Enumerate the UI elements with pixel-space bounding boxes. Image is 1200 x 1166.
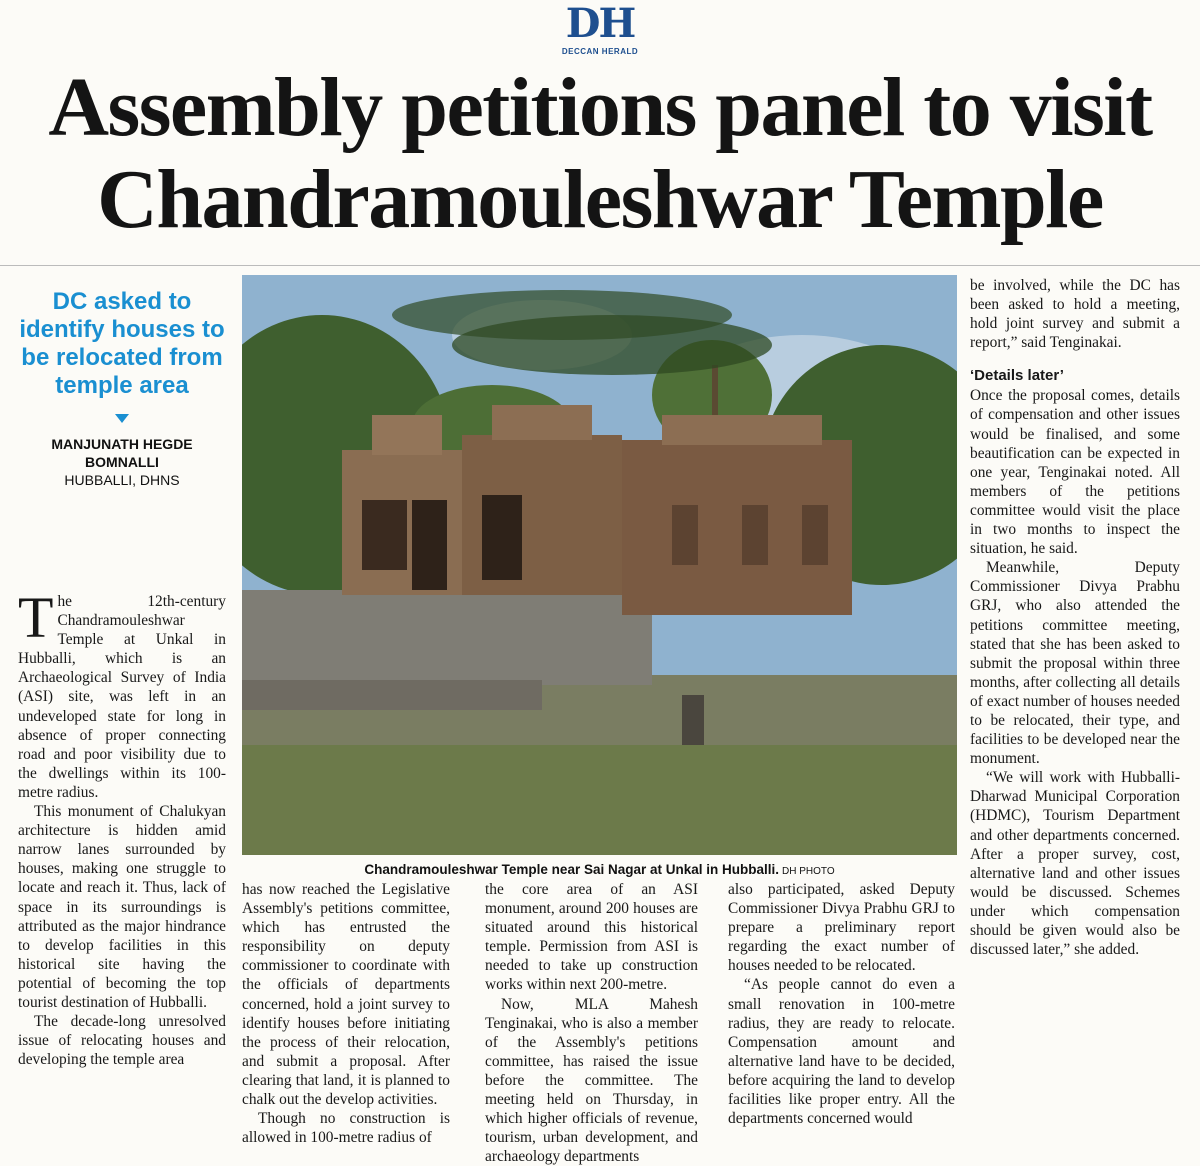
paragraph: Now, MLA Mahesh Tenginakai, who is also a member of the Assembly's petitions committee, has raised the issue before the committee. The meeting held on Thursday, in which higher officials of revenue, tourism, urban development, and archaeology departments — [485, 995, 698, 1166]
paragraph: The decade-long unresolved issue of relocating houses and developing the temple area — [18, 1013, 226, 1069]
paragraph: Though no construction is allowed in 100-metre radius of — [242, 1110, 450, 1147]
body-column-3 — [485, 880, 698, 1166]
body-column-2 — [242, 880, 450, 1147]
temple-photo-illustration — [242, 275, 957, 855]
temple-photo — [242, 275, 957, 855]
divider — [0, 265, 1200, 266]
paragraph: Once the proposal comes, details of compensation and other issues would be finalised, and some beautification can be expected in one year, Tenginakai noted. All members of the petitions committee would visit the place in two months to inspect the situation, he said. — [970, 387, 1180, 558]
body-column-5 — [970, 276, 1180, 959]
paragraph: “We will work with Hubballi-Dharwad Municipal Corporation (HDMC), Tourism Department and other departments concerned. After a proper survey, cost, alternative land and other issues would be discussed. Schemes under which compensation should be given would also be discussed later,” she added. — [970, 769, 1180, 959]
paragraph: the core area of an ASI monument, around 200 houses are situated around this historical temple. Permission from ASI is needed to take up construction works within next 200-metre. — [485, 881, 698, 994]
byline — [18, 435, 226, 489]
sidebar — [18, 288, 226, 489]
author: MANJUNATH HEGDE BOMNALLI — [51, 436, 193, 470]
paragraph: be involved, while the DC has been asked to hold a meeting, hold joint survey and submit a report,” said Tenginakai. — [970, 277, 1180, 352]
publication-name: DECCAN HERALD — [561, 47, 639, 56]
headline-line-1: Assembly petitions panel to visit — [48, 61, 1152, 154]
drop-cap: T — [18, 585, 54, 650]
paragraph: Meanwhile, Deputy Commissioner Divya Prabhu GRJ, who also attended the petitions committee meeting, stated that she has been asked to submit the proposal within three months, after collecting all details of exact number of houses needed to be relocated, their type, and facilities to be developed near the monument. — [970, 559, 1180, 768]
paragraph: “As people cannot do even a small renovation in 100-metre radius, they are ready to relocate. Compensation amount and alternative land have to be decided, before acquiring the land to develop facilities like proper entry. All the departments concerned would — [728, 976, 955, 1128]
photo-caption — [242, 862, 957, 877]
headline — [0, 62, 1200, 246]
body-column-4 — [728, 880, 955, 1128]
masthead — [0, 0, 1200, 56]
body-column-1 — [18, 585, 226, 1069]
paragraph: This monument of Chalukyan architecture is hidden amid narrow lanes surrounded by houses, making one struggle to locate and reach it. Thus, lack of space in its surroundings is attributed as the major hindrance to develop facilities in this historical site having the potential of becoming the top tourist destination of Hubballi. — [18, 803, 226, 1011]
caption-text: Chandramouleshwar Temple near Sai Nagar at Unkal in Hubballi. — [364, 862, 779, 877]
paragraph: The 12th-century Chandramouleshwar Temple at Unkal in Hubballi, which is an Archaeological Survey of India (ASI) site, was left in an undeveloped state for long in absence of proper connecting road and poor visibility due to the dwellings within its 100-metre radius. — [18, 585, 226, 801]
dh-logo: DH — [565, 0, 635, 47]
photo-credit: DH PHOTO — [782, 866, 835, 877]
paragraph: also participated, asked Deputy Commissioner Divya Prabhu GRJ to prepare a preliminary report regarding the exact number of houses needed to be relocated. — [728, 881, 955, 975]
dateline: HUBBALLI, DHNS — [64, 472, 180, 488]
subhead: ‘Details later’ — [970, 367, 1064, 385]
paragraph: has now reached the Legislative Assembly's petitions committee, which has entrusted the responsibility on deputy commissioner to coordinate with the officials of departments concerned, hold a joint survey to identify houses before initiating the process of their relocation, and submit a proposal. After clearing that land, it is planned to chalk out the develop activities. — [242, 881, 450, 1109]
deck-arrow-icon — [115, 414, 129, 423]
headline-line-2: Chandramouleshwar Temple — [97, 153, 1103, 246]
deck: DC asked to identify houses to be relocated from temple area — [19, 288, 225, 399]
